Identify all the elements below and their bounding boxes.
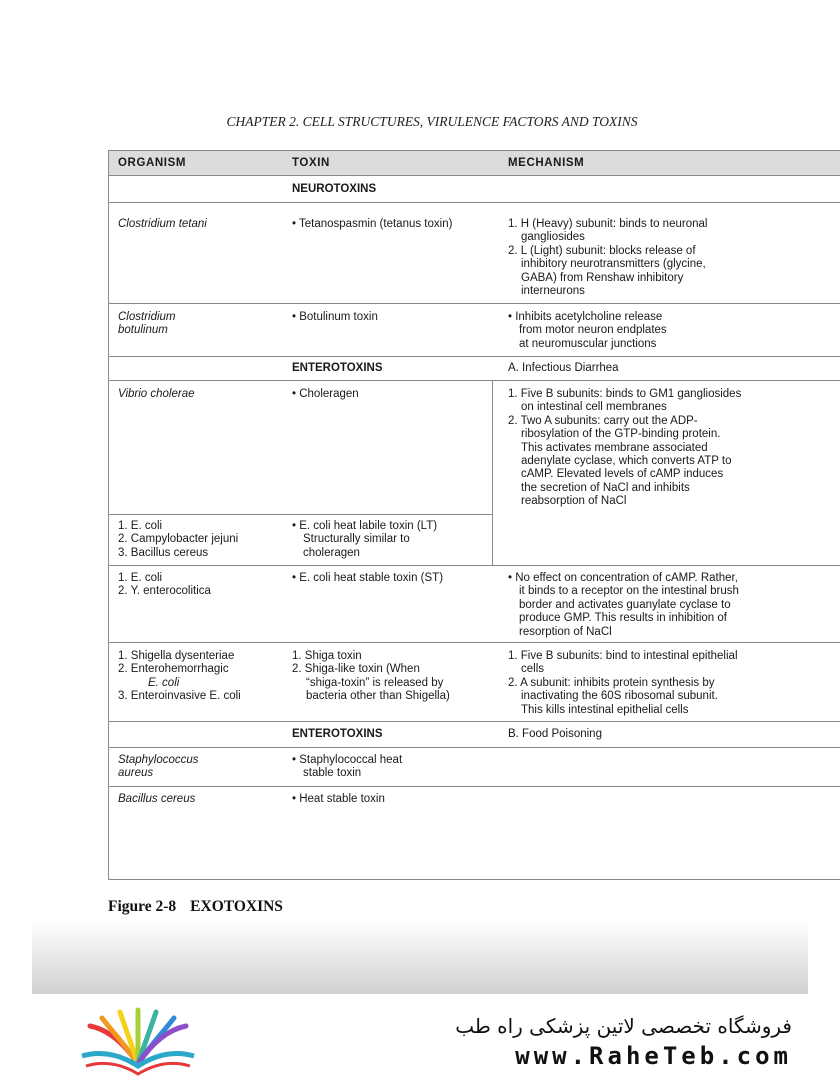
toxin-line: Structurally similar to [303, 533, 410, 546]
toxin-cell [292, 311, 378, 324]
toxin-line: 2. Shiga-like toxin (When [292, 663, 420, 676]
mechanism-line: 2. A subunit: inhibits protein synthesis by [508, 676, 715, 689]
organism-line: E. coli [148, 676, 180, 689]
page-shadow [32, 920, 808, 994]
toxin-cell [292, 754, 402, 781]
section-heading-neurotoxins: NEUROTOXINS [292, 183, 377, 195]
section-subheading: B. Food Poisoning [508, 728, 602, 740]
mechanism-line: This kills intestinal epithelial cells [521, 703, 689, 716]
row-divider [109, 565, 840, 566]
row-divider [109, 642, 840, 643]
table-header-row [109, 151, 840, 176]
mechanism-line: from motor neuron endplates [519, 324, 667, 337]
organism-line: Vibrio cholerae [118, 388, 195, 400]
column-header-toxin: TOXIN [292, 157, 330, 169]
toxin-line: • Staphylococcal heat [292, 754, 403, 766]
mechanism-line: This activates membrane associated [521, 441, 708, 454]
figure-title: EXOTOXINS [190, 898, 283, 915]
organism-line: aureus [118, 767, 154, 780]
column-header-organism: ORGANISM [118, 157, 187, 169]
organism-cell [118, 388, 195, 401]
mechanism-line: produce GMP. This results in inhibition of [519, 612, 727, 625]
organism-line: 3. Enteroinvasive E. coli [118, 690, 241, 703]
row-divider [109, 356, 840, 357]
toxin-line: “shiga-toxin” is released by [306, 676, 444, 689]
mechanism-line: border and activates guanylate cyclase to [519, 598, 731, 611]
mechanism-line: 2. L (Light) subunit: blocks release of [508, 244, 696, 257]
mechanism-line: at neuromuscular junctions [519, 337, 657, 350]
exotoxins-table [108, 150, 840, 880]
organism-line: 3. Bacillus cereus [118, 546, 209, 559]
row-divider [109, 202, 840, 203]
organism-cell [118, 572, 211, 599]
toxin-line: • Botulinum toxin [292, 311, 378, 323]
organism-cell [118, 218, 207, 231]
mechanism-line: it binds to a receptor on the intestinal brush [519, 585, 739, 598]
toxin-line: stable toxin [303, 767, 362, 780]
toxin-line: • Heat stable toxin [292, 793, 385, 805]
mechanism-cell [508, 311, 667, 351]
watermark-footer [0, 994, 840, 1080]
toxin-cell [292, 218, 452, 231]
mechanism-cell [508, 650, 738, 717]
row-divider [109, 786, 840, 787]
mechanism-line: the secretion of NaCl and inhibits [521, 481, 690, 494]
organism-line: 1. Shigella dysenteriae [118, 650, 235, 662]
column-header-mechanism: MECHANISM [508, 157, 585, 169]
toxin-line: • E. coli heat labile toxin (LT) [292, 520, 438, 532]
row-divider [109, 721, 840, 722]
open-book-rainbow-logo-icon [76, 1004, 202, 1076]
mechanism-line: adenylate cyclase, which converts ATP to [521, 455, 732, 468]
figure-caption [108, 898, 283, 916]
mechanism-line: cAMP. Elevated levels of cAMP induces [521, 468, 724, 481]
section-heading-enterotoxins: ENTEROTOXINS [292, 362, 383, 374]
organism-line: 2. Y. enterocolitica [118, 585, 211, 598]
mechanism-line: 1. Five B subunits: binds to GM1 gangliosides [508, 388, 742, 400]
organism-line: Staphylococcus [118, 754, 199, 766]
mechanism-cell [508, 388, 741, 509]
figure-number: Figure 2-8 [108, 898, 177, 915]
toxin-line: choleragen [303, 546, 360, 559]
mechanism-line: interneurons [521, 285, 585, 298]
mechanism-line: inhibitory neurotransmitters (glycine, [521, 258, 706, 271]
organism-line: 1. E. coli [118, 520, 163, 532]
section-heading-enterotoxins: ENTEROTOXINS [292, 728, 383, 740]
row-divider [109, 303, 840, 304]
organism-cell [118, 311, 176, 338]
row-divider [109, 747, 840, 748]
organism-cell [118, 754, 199, 781]
mechanism-line: 2. Two A subunits: carry out the ADP- [508, 414, 698, 427]
organism-cell [118, 650, 241, 704]
mechanism-line: • Inhibits acetylcholine release [508, 311, 663, 323]
mechanism-line: inactivating the 60S ribosomal subunit. [521, 690, 718, 703]
toxin-cell [292, 388, 359, 401]
mechanism-line: • No effect on concentration of cAMP. Rather, [508, 572, 738, 584]
mechanism-line: GABA) from Renshaw inhibitory [521, 271, 684, 284]
toxin-cell [292, 520, 437, 560]
organism-line: Clostridium [118, 311, 176, 323]
toxin-line: • Choleragen [292, 388, 359, 400]
mechanism-line: on intestinal cell membranes [521, 401, 667, 414]
organism-cell [118, 793, 195, 806]
mechanism-line: 1. H (Heavy) subunit: binds to neuronal [508, 218, 708, 230]
shop-name: فروشگاه تخصصی لاتین پزشکی راه طب [455, 1014, 792, 1038]
organism-cell [118, 520, 238, 560]
mechanism-line: resorption of NaCl [519, 625, 612, 638]
mechanism-line: gangliosides [521, 231, 585, 244]
column-divider [492, 380, 493, 565]
toxin-cell [292, 793, 385, 806]
mechanism-line: ribosylation of the GTP-binding protein. [521, 428, 721, 441]
organism-line: botulinum [118, 324, 168, 337]
organism-line: 2. Enterohemorrhagic [118, 663, 229, 676]
mechanism-line: reabsorption of NaCl [521, 495, 627, 508]
toxin-line: • Tetanospasmin (tetanus toxin) [292, 218, 453, 230]
mechanism-cell [508, 572, 739, 639]
running-head: CHAPTER 2. CELL STRUCTURES, VIRULENCE FACTORS AND TOXINS [226, 114, 638, 129]
organism-line: 2. Campylobacter jejuni [118, 533, 239, 546]
toxin-cell [292, 572, 443, 585]
shop-url[interactable]: www.RaheTeb.com [515, 1042, 792, 1070]
toxin-line: 1. Shiga toxin [292, 650, 362, 662]
mechanism-line: cells [521, 663, 545, 676]
row-divider [109, 514, 492, 515]
toxin-line: • E. coli heat stable toxin (ST) [292, 572, 444, 584]
mechanism-cell [508, 218, 707, 298]
row-divider [109, 380, 840, 381]
organism-line: Bacillus cereus [118, 793, 196, 805]
toxin-cell [292, 650, 450, 704]
toxin-line: bacteria other than Shigella) [306, 690, 450, 703]
mechanism-line: 1. Five B subunits: bind to intestinal epithelial [508, 650, 738, 662]
organism-line: Clostridium tetani [118, 218, 207, 230]
section-subheading: A. Infectious Diarrhea [508, 362, 619, 374]
organism-line: 1. E. coli [118, 572, 163, 584]
